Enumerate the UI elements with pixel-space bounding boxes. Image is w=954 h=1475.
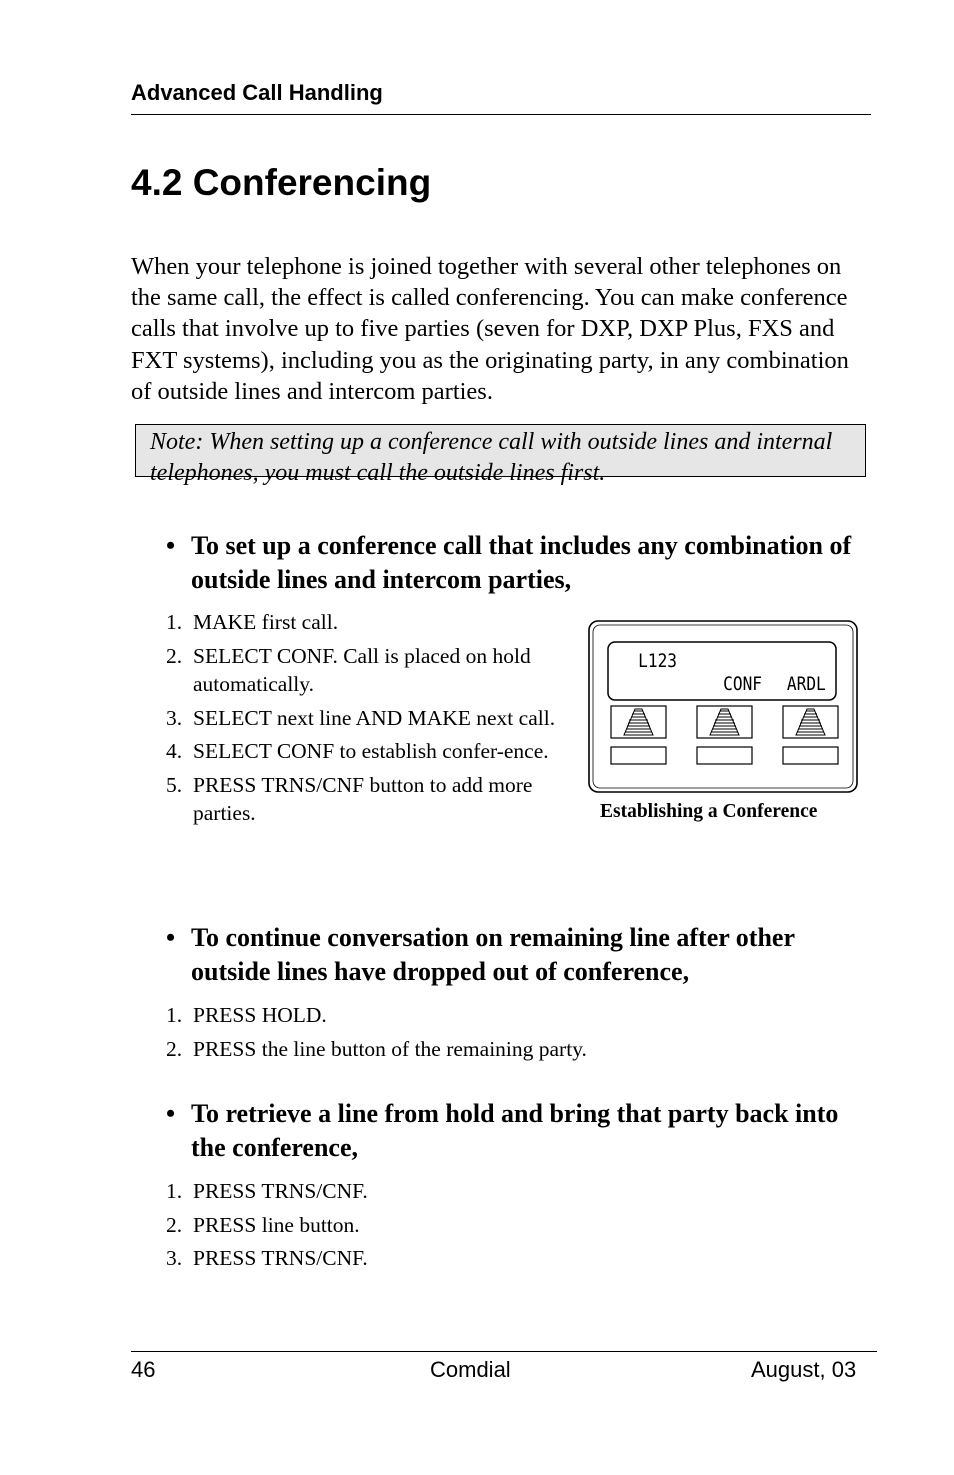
step-number: 2. xyxy=(166,1212,183,1237)
page-number: 46 xyxy=(131,1357,156,1382)
footer-date: August, 03 xyxy=(751,1357,857,1382)
step-number: 1. xyxy=(166,610,183,634)
step-text: PRESS HOLD. xyxy=(193,1003,327,1027)
bullet-icon: • xyxy=(166,531,176,560)
running-header: Advanced Call Handling xyxy=(131,80,383,105)
step-list xyxy=(166,1177,846,1273)
lcd-line-label: L123 xyxy=(638,650,678,673)
procedure-heading-text: To set up a conference call that includes any combination of outside lines and intercom parties, xyxy=(191,531,852,594)
intro-paragraph: When your telephone is joined together with several other telephones on the same call, the effect is called conferencing. You can make conference calls that involve up to five parties (seven for DXP, DXP Plus, FXS and FXT systems), including you as the originating party, in any combination of outside lines and intercom parties. xyxy=(131,253,849,405)
procedure-heading-text: To continue conversation on remaining line after other outside lines have dropped out of conference, xyxy=(191,923,795,986)
lcd-softkey-label-conf: CONF xyxy=(723,673,763,696)
step-item xyxy=(166,1211,846,1240)
step-text: PRESS TRNS/CNF. xyxy=(193,1246,368,1270)
note-box xyxy=(135,424,866,486)
softkey-button-3 xyxy=(783,706,838,738)
bullet-icon: • xyxy=(166,1099,176,1128)
step-list xyxy=(166,1001,846,1063)
step-text: SELECT CONF to establish confer-ence. xyxy=(193,739,549,763)
lcd-softkey-label-ardl: ARDL xyxy=(786,673,826,696)
step-text: PRESS the line button of the remaining party. xyxy=(193,1036,587,1061)
step-item xyxy=(166,737,566,766)
key-label-slot-2 xyxy=(697,747,752,764)
key-label-slot-3 xyxy=(783,747,838,764)
step-text: MAKE first call. xyxy=(193,610,339,634)
procedure-heading xyxy=(166,921,866,989)
step-item xyxy=(166,642,566,699)
bullet-icon: • xyxy=(166,923,176,952)
step-number: 4. xyxy=(166,739,183,763)
procedure-heading xyxy=(166,1097,866,1165)
step-item xyxy=(166,1244,846,1273)
note-text: Note: When setting up a conference call with outside lines and internal telephones, you must call the outside lines first. xyxy=(150,429,833,486)
step-text: PRESS TRNS/CNF. xyxy=(193,1179,368,1203)
softkey-button-1 xyxy=(611,706,666,738)
step-item xyxy=(166,771,566,828)
procedure-heading xyxy=(166,529,866,597)
softkey-button-2 xyxy=(697,706,752,738)
footer-publisher: Comdial xyxy=(430,1357,511,1382)
section-title: 4.2 Conferencing xyxy=(131,162,432,203)
step-list xyxy=(166,608,566,828)
step-number: 5. xyxy=(166,772,183,797)
header-rule xyxy=(131,114,871,115)
phone-display-figure xyxy=(588,620,858,793)
step-text: PRESS TRNS/CNF button to add more parties. xyxy=(193,772,533,825)
step-item xyxy=(166,608,566,637)
procedure-heading-text: To retrieve a line from hold and bring that party back into the conference, xyxy=(191,1099,839,1162)
figure-caption: Establishing a Conference xyxy=(600,801,818,822)
footer-rule xyxy=(131,1351,877,1352)
step-item xyxy=(166,704,566,733)
step-text: SELECT next line AND MAKE next call. xyxy=(193,705,556,730)
step-text: SELECT CONF. Call is placed on hold automatically. xyxy=(193,643,531,696)
step-number: 1. xyxy=(166,1179,183,1203)
step-number: 2. xyxy=(166,1036,183,1061)
step-number: 1. xyxy=(166,1003,183,1027)
step-number: 2. xyxy=(166,643,183,668)
step-item xyxy=(166,1035,846,1064)
step-text: PRESS line button. xyxy=(193,1212,360,1237)
step-number: 3. xyxy=(166,705,183,730)
step-number: 3. xyxy=(166,1246,183,1270)
step-item xyxy=(166,1001,846,1030)
step-item xyxy=(166,1177,846,1206)
key-label-slot-1 xyxy=(611,747,666,764)
